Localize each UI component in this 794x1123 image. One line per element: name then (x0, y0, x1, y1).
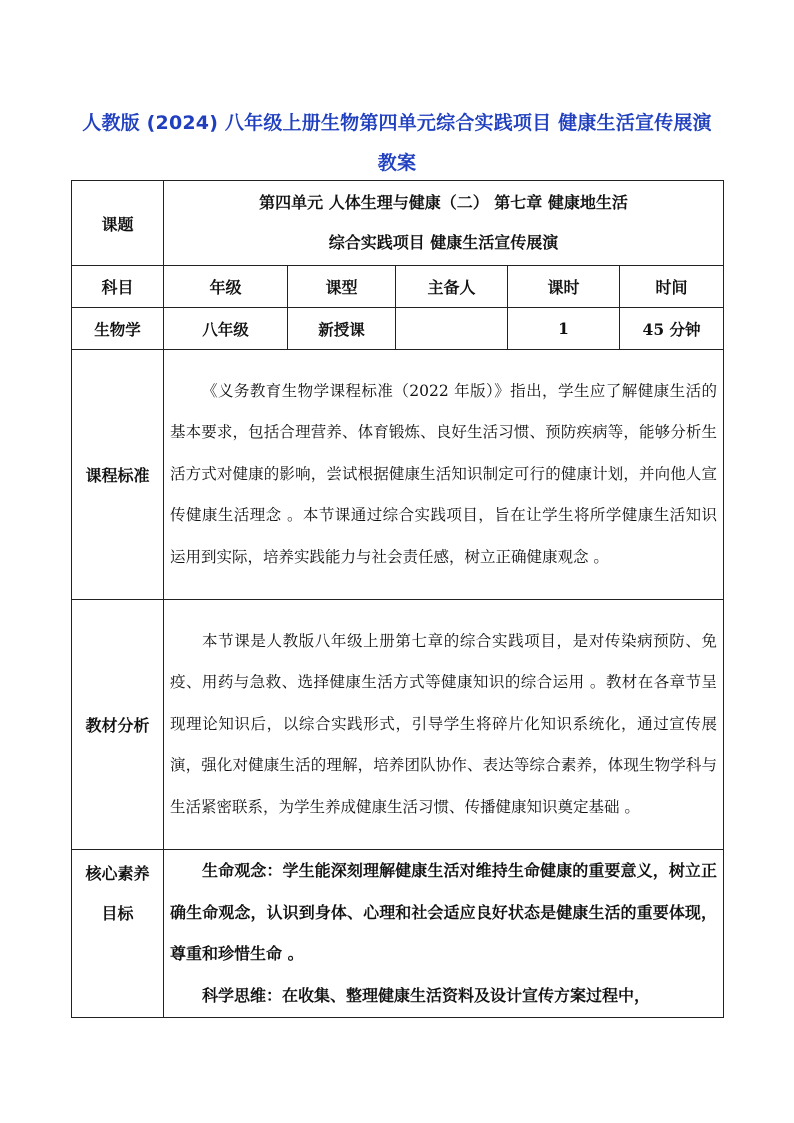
document-title-suffix: 教案 (377, 152, 417, 174)
header-class-hours: 课时 (508, 266, 620, 308)
header-grade: 年级 (164, 266, 288, 308)
topic-row (72, 181, 724, 266)
life-concept-paragraph: 生命观念：学生能深刻理解健康生活对维持生命健康的重要意义，树立正确生命观念，认识到身体、心理和社会适应良好状态是健康生活的重要体现，尊重和珍惜生命 。 (170, 861, 718, 963)
scientific-thinking-paragraph: 科学思维：在收集、整理健康生活资料及设计宣传方案过程中， (202, 985, 651, 1005)
core-literacy-row (72, 850, 724, 1018)
core-literacy-label-line-2: 目标 (101, 904, 134, 923)
values-row (72, 308, 724, 350)
curriculum-standard-text: 《义务教育生物学课程标准（2022 年版）》指出，学生应了解健康生活的基本要求，包括合理营养、体育锻炼、良好生活习惯、预防疾病等，能够分析生活方式对健康的影响，尝试根据健康生活知识制定可行的健康计划，并向他人宣传健康生活理念 。本节课通过综合实践项目，旨在让学生将所学健康生活知识运用到实际，培养实践能力与社会责任感，树立正确健康观念 。 (170, 381, 718, 566)
curriculum-standard-label: 课程标准 (72, 350, 164, 600)
value-grade: 八年级 (164, 308, 288, 350)
core-literacy-label-cell (72, 850, 164, 1018)
header-row (72, 266, 724, 308)
textbook-analysis-text: 本节课是人教版八年级上册第七章的综合实践项目，是对传染病预防、免疫、用药与急救、选择健康生活方式等健康知识的综合运用 。教材在各章节呈现理论知识后，以综合实践形式，引导学生将碎片化知识系统化，通过宣传展演，强化对健康生活的理解，培养团队协作、表达等综合素养，体现生物学科与生活紧密联系，为学生养成健康生活习惯、传播健康知识奠定基础 。 (170, 631, 718, 816)
textbook-analysis-cell (164, 600, 724, 850)
value-lesson-type: 新授课 (288, 308, 396, 350)
topic-label: 课题 (72, 181, 164, 266)
core-literacy-cell (164, 850, 724, 1018)
lesson-plan-table (71, 180, 724, 1018)
value-duration: 45 分钟 (620, 308, 724, 350)
topic-cell (164, 181, 724, 266)
value-subject: 生物学 (72, 308, 164, 350)
header-preparer: 主备人 (396, 266, 508, 308)
textbook-analysis-row (72, 600, 724, 850)
document-title: 人教版 (2024) 八年级上册生物第四单元综合实践项目 健康生活宣传展演 (82, 112, 712, 134)
topic-line-2: 综合实践项目 健康生活宣传展演 (328, 233, 559, 252)
header-duration: 时间 (620, 266, 724, 308)
textbook-analysis-label: 教材分析 (72, 600, 164, 850)
value-class-hours: 1 (508, 308, 620, 350)
curriculum-standard-row (72, 350, 724, 600)
core-literacy-label-line-1: 核心素养 (85, 864, 150, 883)
topic-line-1: 第四单元 人体生理与健康（二） 第七章 健康地生活 (259, 193, 628, 212)
header-lesson-type: 课型 (288, 266, 396, 308)
scientific-thinking-clip (164, 975, 723, 1017)
header-subject: 科目 (72, 266, 164, 308)
curriculum-standard-cell (164, 350, 724, 600)
value-preparer (396, 308, 508, 350)
